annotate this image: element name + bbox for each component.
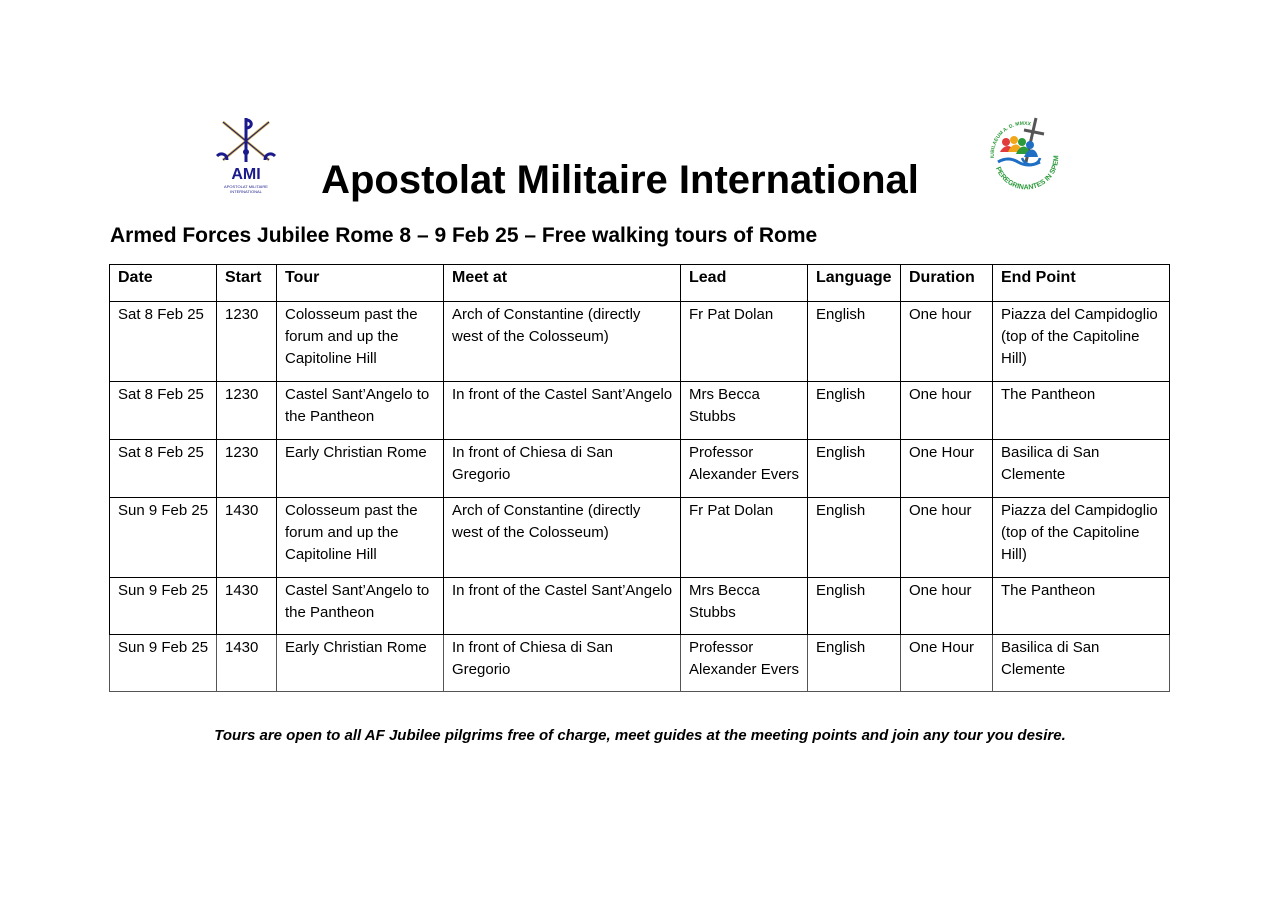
cell-tour: Castel Sant’Angelo to the Pantheon (277, 382, 444, 440)
cell-duration: One hour (901, 578, 993, 635)
cell-end-point: Basilica di San Clemente (993, 635, 1170, 692)
cell-tour: Early Christian Rome (277, 440, 444, 498)
cell-lead: Professor Alexander Evers (681, 635, 808, 692)
column-header-tour: Tour (277, 265, 444, 302)
column-header-start: Start (217, 265, 277, 302)
cell-end-point: The Pantheon (993, 578, 1170, 635)
table-row (110, 302, 1170, 382)
cell-end-point: Piazza del Campidoglio (top of the Capitoline Hill) (993, 498, 1170, 578)
cell-duration: One hour (901, 302, 993, 382)
cell-tour: Early Christian Rome (277, 635, 444, 692)
cell-meet-at: Arch of Constantine (directly west of the Colosseum) (444, 302, 681, 382)
footnote: Tours are open to all AF Jubilee pilgrims free of charge, meet guides at the meeting points and join any tour you desire. (214, 727, 1066, 744)
cell-duration: One Hour (901, 635, 993, 692)
table-row (110, 498, 1170, 578)
cell-lead: Mrs Becca Stubbs (681, 382, 808, 440)
cell-date: Sun 9 Feb 25 (110, 498, 217, 578)
cell-language: English (808, 440, 901, 498)
cell-end-point: Basilica di San Clemente (993, 440, 1170, 498)
cell-language: English (808, 302, 901, 382)
cell-lead: Mrs Becca Stubbs (681, 578, 808, 635)
cell-meet-at: In front of the Castel Sant’Angelo (444, 382, 681, 440)
cell-duration: One hour (901, 382, 993, 440)
svg-text:INTERNATIONAL: INTERNATIONAL (230, 189, 262, 194)
svg-text:IUBILAEUM A. D. MMXXV: IUBILAEUM A. D. MMXX (989, 120, 1032, 159)
cell-date: Sun 9 Feb 25 (110, 635, 217, 692)
document-subtitle: Armed Forces Jubilee Rome 8 – 9 Feb 25 – Free walking tours of Rome (110, 224, 818, 247)
column-header-meet-at: Meet at (444, 265, 681, 302)
cell-lead: Fr Pat Dolan (681, 498, 808, 578)
cell-language: English (808, 498, 901, 578)
ami-logo-text: AMI (231, 166, 261, 183)
cell-date: Sat 8 Feb 25 (110, 382, 217, 440)
cell-lead: Professor Alexander Evers (681, 440, 808, 498)
page-title: Apostolat Militaire International (321, 158, 919, 202)
cell-meet-at: In front of Chiesa di San Gregorio (444, 635, 681, 692)
cell-meet-at: Arch of Constantine (directly west of the Colosseum) (444, 498, 681, 578)
svg-text:APOSTOLAT MILITAIRE: APOSTOLAT MILITAIRE (224, 184, 268, 189)
table-header-row (110, 265, 1170, 302)
column-header-lead: Lead (681, 265, 808, 302)
cell-start: 1430 (217, 635, 277, 692)
cell-date: Sun 9 Feb 25 (110, 578, 217, 635)
table-row (110, 440, 1170, 498)
cell-start: 1430 (217, 578, 277, 635)
column-header-language: Language (808, 265, 901, 302)
cell-start: 1230 (217, 440, 277, 498)
cell-language: English (808, 382, 901, 440)
column-header-duration: Duration (901, 265, 993, 302)
cell-start: 1230 (217, 302, 277, 382)
cell-start: 1230 (217, 382, 277, 440)
cell-duration: One hour (901, 498, 993, 578)
cell-date: Sat 8 Feb 25 (110, 302, 217, 382)
column-header-end-point: End Point (993, 265, 1170, 302)
cell-end-point: Piazza del Campidoglio (top of the Capitoline Hill) (993, 302, 1170, 382)
table-row (110, 635, 1170, 692)
cell-tour: Colosseum past the forum and up the Capitoline Hill (277, 302, 444, 382)
cell-tour: Colosseum past the forum and up the Capitoline Hill (277, 498, 444, 578)
tours-table (109, 264, 1170, 692)
cell-date: Sat 8 Feb 25 (110, 440, 217, 498)
cell-duration: One Hour (901, 440, 993, 498)
column-header-date: Date (110, 265, 217, 302)
table-row (110, 578, 1170, 635)
cell-language: English (808, 635, 901, 692)
table-row (110, 382, 1170, 440)
svg-text:PEREGRINANTES IN SPEM: PEREGRINANTES IN SPEM (994, 155, 1061, 192)
cell-lead: Fr Pat Dolan (681, 302, 808, 382)
cell-tour: Castel Sant’Angelo to the Pantheon (277, 578, 444, 635)
cell-language: English (808, 578, 901, 635)
cell-start: 1430 (217, 498, 277, 578)
cell-meet-at: In front of the Castel Sant’Angelo (444, 578, 681, 635)
cell-end-point: The Pantheon (993, 382, 1170, 440)
cell-meet-at: In front of Chiesa di San Gregorio (444, 440, 681, 498)
